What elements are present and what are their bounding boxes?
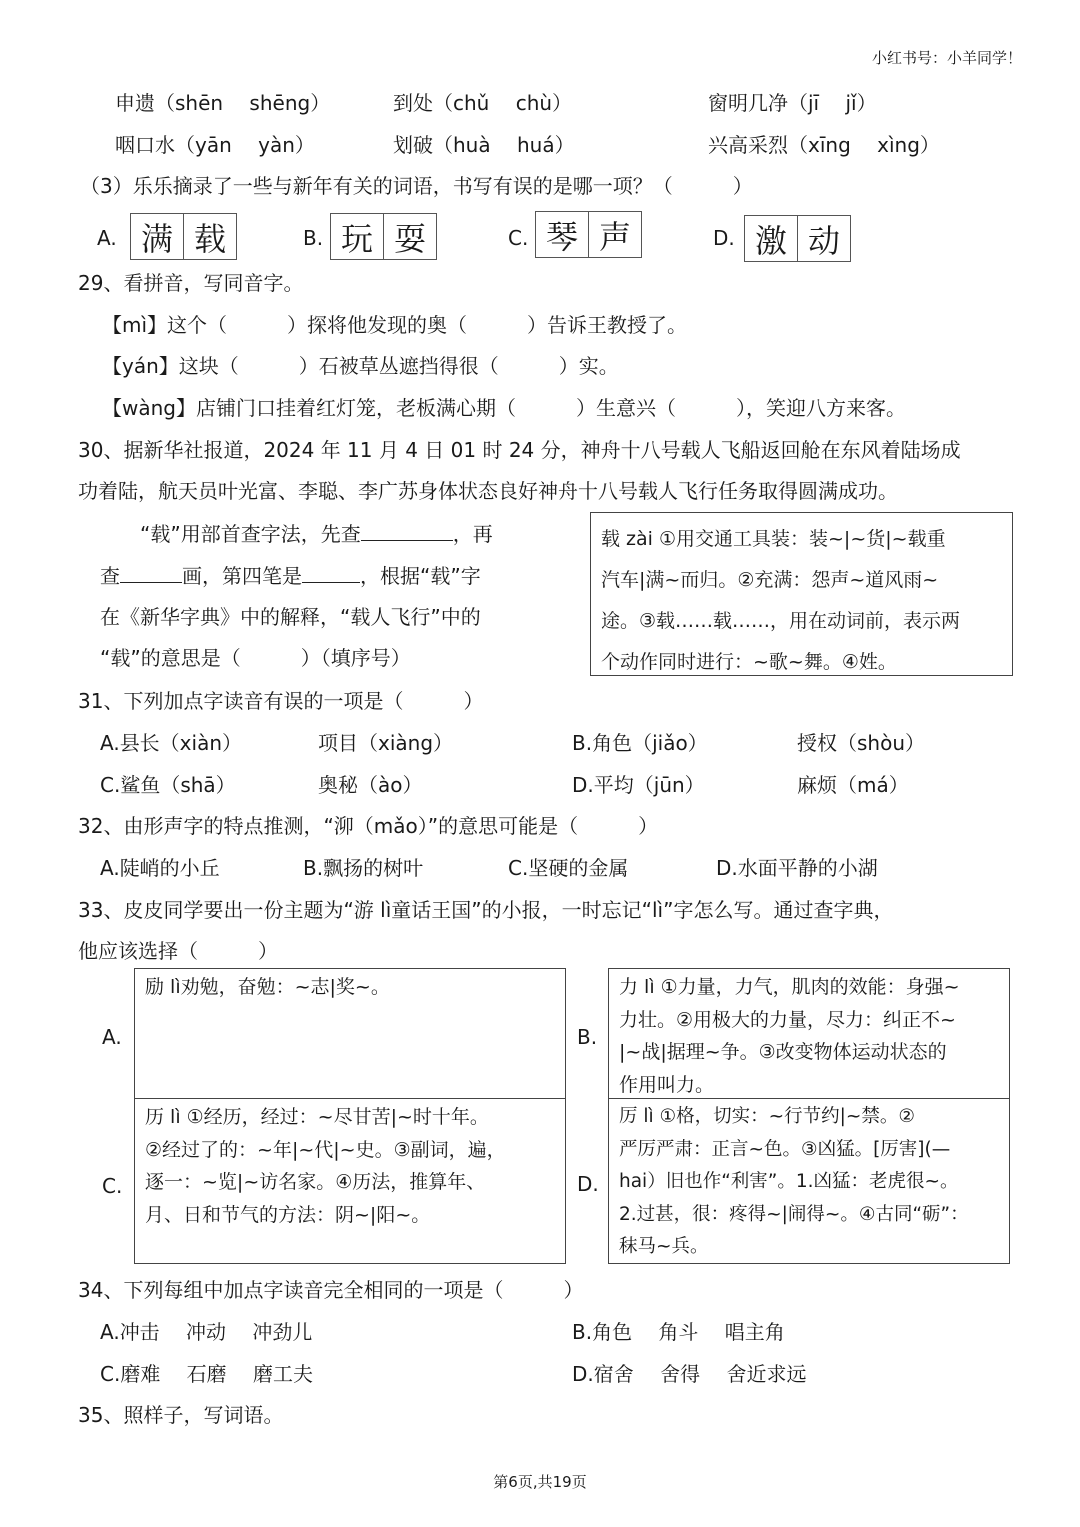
- char-box-c: [535, 211, 642, 258]
- question-32: 32、由形声字的特点推测，“泖（mǎo）”的意思可能是（ ）: [78, 814, 659, 838]
- option: D.平均（jūn）: [572, 773, 705, 797]
- dict-option-c: [134, 1098, 566, 1264]
- q30-text: “载”的意思是（ ）（填序号）: [100, 646, 411, 670]
- option-label: C.: [102, 1174, 123, 1198]
- option: D.水面平静的小湖: [716, 856, 878, 880]
- question-28-3: （3）乐乐摘录了一些与新年有关的词语，书写有误的是哪一项？（ ）: [80, 174, 753, 198]
- dict-line: 逐一：~览|~访名家。④历法，推算年、: [145, 1171, 486, 1193]
- dict-option-b: [608, 968, 1010, 1099]
- question-34: 34、下列每组中加点字读音完全相同的一项是（ ）: [78, 1278, 584, 1302]
- pinyin-item: 到处（chǔ chù）: [393, 91, 573, 115]
- option-label: C.: [508, 226, 529, 250]
- pinyin-item: 窗明几净（jī jǐ）: [708, 91, 877, 115]
- dict-line: 载 zài ①用交通工具装：装~|~货|~载重: [601, 528, 946, 550]
- answer-blank[interactable]: [120, 562, 182, 583]
- option: C.磨难 石磨 磨工夫: [100, 1362, 314, 1386]
- dict-option-a: [134, 968, 566, 1099]
- char-box-b: [330, 213, 437, 260]
- char-box-d: [744, 215, 851, 262]
- char: 动: [797, 216, 850, 261]
- char: 载: [183, 214, 236, 259]
- option: 奥秘（ào）: [318, 773, 423, 797]
- question-33: 他应该选择（ ）: [78, 939, 278, 963]
- watermark-header: 小红书号：小羊同学！: [871, 49, 1022, 67]
- dict-line: 严厉严肃：正言~色。③凶猛。[厉害](—: [619, 1138, 951, 1160]
- dict-line: 2.过甚，很：疼得~|闹得~。④古同“砺”：: [619, 1203, 969, 1225]
- option-label: D.: [713, 226, 735, 250]
- text: ，根据“载”字: [360, 564, 481, 588]
- question-30: 功着陆，航天员叶光富、李聪、李广苏身体状态良好神舟十八号载人飞行任务取得圆满成功。: [78, 479, 898, 503]
- char: 满: [140, 219, 173, 258]
- option-label: A.: [102, 1025, 122, 1049]
- question-35: 35、照样子，写词语。: [78, 1403, 284, 1427]
- char: 激: [754, 221, 787, 260]
- option: B.角色（jiǎo）: [572, 731, 708, 755]
- pinyin-item: 申遗（shēn shēng）: [115, 91, 331, 115]
- dict-line: 月、日和节气的方法：阴~|阳~。: [145, 1203, 431, 1226]
- option: D.宿舍 舍得 舍近求远: [572, 1362, 807, 1386]
- question-31: 31、下列加点字读音有误的一项是（ ）: [78, 689, 484, 713]
- text: “载”用部首查字法，先查: [140, 522, 361, 546]
- page-number: 第6页,共19页: [493, 1473, 587, 1491]
- answer-blank[interactable]: [361, 520, 453, 541]
- q30-text: [100, 562, 481, 590]
- option: B.飘扬的树叶: [303, 856, 424, 880]
- q29-line: 【wàng】店铺门口挂着红灯笼，老板满心期（ ）生意兴（ ），笑迎八方来客。: [102, 396, 906, 420]
- char: 耍: [383, 214, 436, 259]
- q29-line: 【yán】这块（ ）石被草丛遮挡得很（ ）实。: [102, 354, 619, 378]
- pinyin-item: 咽口水（yān yàn）: [115, 133, 315, 157]
- dict-line: 厉 lì ①格，切实：~行节约|~禁。②: [619, 1106, 915, 1127]
- question-30: 30、据新华社报道，2024 年 11 月 4 日 01 时 24 分，神舟十八号载人飞船返回舱在东风着陆场成: [78, 438, 961, 462]
- dict-line: 励 lì劝勉，奋勉：~志|奖~。: [145, 976, 390, 998]
- char: 声: [588, 212, 641, 257]
- char: 琴: [545, 217, 578, 256]
- text: 查: [100, 564, 120, 588]
- question-29: 29、看拼音，写同音字。: [78, 271, 304, 295]
- option: 麻烦（má）: [797, 773, 909, 797]
- question-33: 33、皮皮同学要出一份主题为“游 lì童话王国”的小报，一时忘记“lì”字怎么写。通过查字典，: [78, 898, 894, 922]
- option: A.陡峭的小丘: [100, 856, 220, 880]
- option: C.鲨鱼（shā）: [100, 773, 236, 797]
- option: B.角色 角斗 唱主角: [572, 1320, 785, 1344]
- dict-line: 历 lì ①经历，经过：~尽甘苦|~时十年。: [145, 1106, 489, 1128]
- q30-text: 在《新华字典》中的解释，“载人飞行”中的: [100, 605, 481, 629]
- dict-line: 汽车|满~而归。②充满：怨声~道风雨~: [601, 569, 939, 591]
- dict-option-d: [608, 1098, 1010, 1264]
- dictionary-entry-box: [590, 512, 1013, 676]
- option-label: B.: [303, 226, 324, 250]
- dict-line: 力 lì ①力量，力气，肌肉的效能：身强~: [619, 976, 960, 998]
- text: 画，第四笔是: [182, 564, 302, 588]
- option-label: A.: [97, 226, 117, 250]
- q29-line: 【mì】这个（ ）探将他发现的奥（ ）告诉王教授了。: [102, 313, 688, 337]
- answer-blank[interactable]: [302, 562, 360, 583]
- option-label: D.: [577, 1172, 599, 1196]
- dict-line: 秣马~兵。: [619, 1236, 709, 1257]
- pinyin-item: 兴高采烈（xīng xìng）: [708, 133, 940, 157]
- dict-line: ②经过了的：~年|~代|~史。③副词，遍，: [145, 1138, 506, 1161]
- dict-line: |~战|据理~争。③改变物体运动状态的: [619, 1041, 947, 1063]
- pinyin-item: 划破（huà huá）: [393, 133, 575, 157]
- dict-line: hai）旧也作“利害”。1.凶猛：老虎很~。: [619, 1171, 959, 1192]
- char: 玩: [340, 219, 373, 258]
- char-box-a: [130, 213, 237, 260]
- q30-text: [140, 520, 493, 548]
- option: 项目（xiàng）: [318, 731, 454, 755]
- dict-line: 个动作同时进行：~歌~舞。④姓。: [601, 651, 897, 673]
- option: C.坚硬的金属: [508, 856, 629, 880]
- option: A.县长（xiàn）: [100, 731, 243, 755]
- dict-line: 力壮。②用极大的力量，尽力：纠正不~: [619, 1008, 956, 1031]
- dict-line: 作用叫力。: [619, 1073, 715, 1096]
- dict-line: 途。③载……载……，用在动词前，表示两: [601, 610, 961, 632]
- option: 授权（shòu）: [797, 731, 926, 755]
- option-label: B.: [577, 1025, 598, 1049]
- text: ，再: [452, 522, 493, 546]
- option: A.冲击 冲动 冲劲儿: [100, 1320, 313, 1344]
